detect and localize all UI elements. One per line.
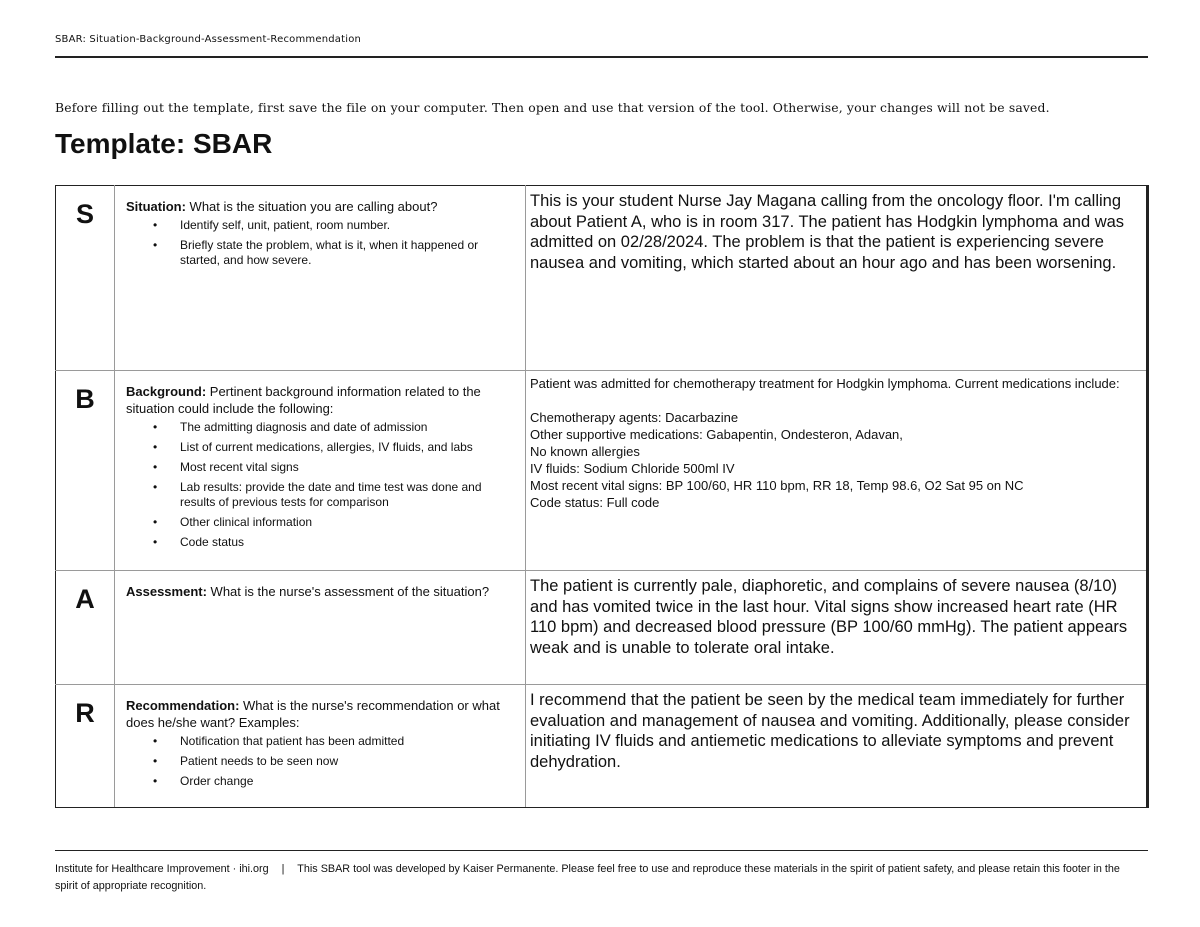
row-letter-a: A	[75, 584, 95, 614]
prompt-text: What is the situation you are calling about?	[185, 199, 438, 214]
prompt-heading: Situation:	[126, 199, 186, 214]
prompt-bullet: • Order change	[180, 774, 515, 789]
prompt-bullet: • Identify self, unit, patient, room number.	[180, 218, 515, 233]
background-response-intro: Patient was admitted for chemotherapy treatment for Hodgkin lymphoma. Current medications include:	[530, 376, 1120, 391]
response-cell[interactable]	[526, 571, 1148, 685]
background-response-line: Chemotherapy agents: Dacarbazine	[530, 410, 739, 425]
letter-cell	[56, 186, 115, 371]
letter-cell	[56, 685, 115, 808]
prompt-bullet: • The admitting diagnosis and date of admission	[180, 420, 515, 435]
prompt-bullet: • Briefly state the problem, what is it, when it happened or started, and how severe.	[180, 238, 515, 268]
prompt-bullet-list	[126, 420, 515, 550]
response-cell[interactable]	[526, 685, 1148, 808]
page-footer	[55, 861, 1140, 895]
letter-cell	[56, 571, 115, 685]
prompt-heading: Assessment:	[126, 584, 207, 599]
recommendation-response[interactable]: I recommend that the patient be seen by the medical team immediately for further evaluation and management of nausea and vomiting. Additionally, please consider initiating IV fluids and antiemetic medications to alleviate symptoms and prevent dehydration.	[530, 691, 1130, 771]
sbar-row-recommendation	[56, 685, 1148, 808]
assessment-prompt	[115, 571, 525, 600]
situation-response[interactable]: This is your student Nurse Jay Magana calling from the oncology floor. I'm calling about Patient A, who is in room 317. The patient has Hodgkin lymphoma and was admitted on 02/28/2024. The problem is that the patient is experiencing severe nausea and vomiting, which started about an hour ago and has been worsening.	[530, 192, 1125, 272]
recommendation-prompt	[115, 685, 525, 789]
prompt-bullet: • Lab results: provide the date and time test was done and results of previous tests for comparison	[180, 480, 515, 510]
prompt-bullet: • Other clinical information	[180, 515, 515, 530]
prompt-bullet: • Most recent vital signs	[180, 460, 515, 475]
prompt-text: What is the nurse's recommendation or what does he/she want? Examples:	[126, 698, 500, 730]
save-instructions: Before filling out the template, first save the file on your computer. Then open and use that version of the tool. Otherwise, your changes will not be saved.	[55, 100, 1050, 115]
prompt-heading: Recommendation:	[126, 698, 240, 713]
sbar-table	[55, 185, 1149, 808]
response-cell[interactable]	[526, 186, 1148, 371]
prompt-bullet-list	[126, 218, 515, 268]
row-letter-r: R	[75, 698, 95, 728]
assessment-response[interactable]: The patient is currently pale, diaphoretic, and complains of severe nausea (8/10) and has vomited twice in the last hour. Vital signs show increased heart rate (HR 110 bpm) and decreased blood pressure (BP 100/60 mmHg). The patient appears weak and is unable to tolerate oral intake.	[530, 577, 1128, 657]
row-letter-s: S	[75, 199, 94, 229]
document-header-title: SBAR: Situation-Background-Assessment-Recommendation	[55, 34, 362, 45]
prompt-cell	[115, 571, 526, 685]
prompt-cell	[115, 186, 526, 371]
background-response-line: Code status: Full code	[530, 495, 660, 510]
sbar-row-situation	[56, 186, 1148, 371]
background-response-line: Other supportive medications: Gabapentin, Ondesteron, Adavan,	[530, 427, 903, 442]
page-title: Template: SBAR	[55, 128, 273, 159]
sbar-row-background	[56, 371, 1148, 571]
footer-divider-glyph: |	[281, 863, 285, 875]
background-response-line: IV fluids: Sodium Chloride 500ml IV	[530, 461, 735, 476]
prompt-bullet: • Notification that patient has been admitted	[180, 734, 515, 749]
header-divider	[55, 56, 1148, 58]
prompt-text: Pertinent background information related to the situation could include the following:	[126, 384, 481, 416]
footer-site-link[interactable]: ihi.org	[239, 863, 269, 875]
letter-cell	[56, 371, 115, 571]
footer-dot: ·	[232, 863, 237, 875]
response-cell[interactable]	[526, 371, 1148, 571]
situation-prompt	[115, 186, 525, 268]
background-response-line: No known allergies	[530, 444, 640, 459]
prompt-text: What is the nurse's assessment of the situation?	[206, 584, 490, 599]
prompt-cell	[115, 685, 526, 808]
sbar-row-assessment	[56, 571, 1148, 685]
footer-note: This SBAR tool was developed by Kaiser Permanente. Please feel free to use and reproduce these materials in the spirit of patient safety, and please retain this footer in the spirit of appropriate recognition.	[55, 863, 1120, 892]
row-letter-b: B	[75, 384, 95, 414]
prompt-bullet: • List of current medications, allergies, IV fluids, and labs	[180, 440, 515, 455]
prompt-bullet: • Patient needs to be seen now	[180, 754, 515, 769]
prompt-bullet-list	[126, 734, 515, 789]
prompt-heading: Background:	[126, 384, 207, 399]
prompt-bullet: • Code status	[180, 535, 515, 550]
background-response[interactable]	[526, 371, 1146, 511]
footer-org: Institute for Healthcare Improvement	[55, 863, 230, 875]
background-response-line: Most recent vital signs: BP 100/60, HR 110 bpm, RR 18, Temp 98.6, O2 Sat 95 on NC	[530, 478, 1024, 493]
footer-divider	[55, 850, 1148, 851]
prompt-cell	[115, 371, 526, 571]
background-prompt	[115, 371, 525, 550]
